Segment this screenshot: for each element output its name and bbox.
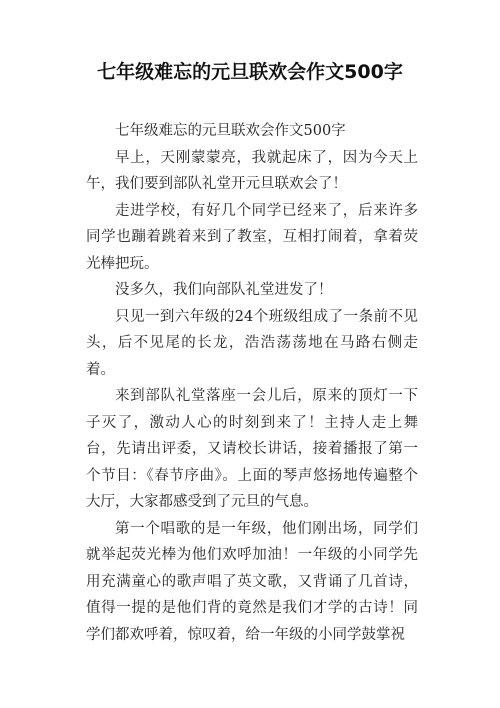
paragraph: 只见一到六年级的24个班级组成了一条前不见头，后不见尾的长龙，浩浩荡荡地在马路右侧走着。 [86, 308, 418, 378]
paragraph: 来到部队礼堂落座一会儿后，原来的顶灯一下子灭了，激动人心的时刻到来了！主持人走上舞台，先请出评委，又请校长讲话，接着播报了第一个节目：《春节序曲》。上面的琴声悠扬地传遍整个大厅，大家都感受到了元旦的气息。 [86, 388, 418, 510]
document-body [86, 118, 418, 648]
paragraph: 早上，天刚蒙蒙亮，我就起床了，因为今天上午，我们要到部队礼堂开元旦联欢会了！ [86, 149, 418, 192]
paragraph: 第一个唱歌的是一年级，他们刚出场，同学们就举起荧光棒为他们欢呼加油！一年级的小同学先用充满童心的歌声唱了英文歌，又背诵了几首诗，值得一提的是他们背的竟然是我们才学的古诗！同学们都欢呼着，惊叹着，给一年级的小同学鼓掌祝 [86, 520, 418, 643]
paragraph: 走进学校，有好几个同学已经来了，后来许多同学也蹦着跳着来到了教室，互相打闹着，拿着荧光棒把玩。 [86, 202, 418, 272]
paragraph: 没多久，我们向部队礼堂进发了！ [115, 282, 333, 298]
document-title: 七年级难忘的元旦联欢会作文500字 [97, 61, 403, 83]
paragraph: 七年级难忘的元旦联欢会作文500字 [115, 123, 346, 139]
